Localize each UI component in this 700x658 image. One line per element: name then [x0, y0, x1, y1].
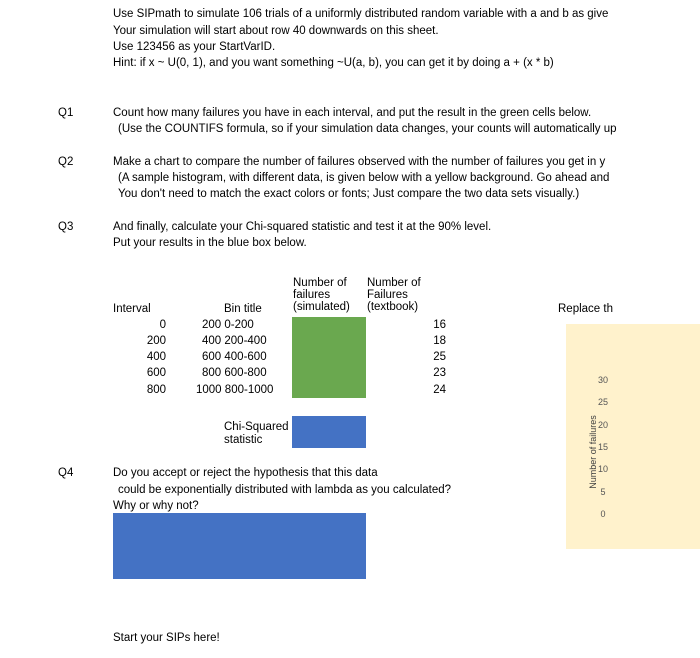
interval-cell[interactable]: 200 — [146, 335, 166, 347]
bin-title-header: Bin title — [224, 303, 262, 315]
textbook-count-cell[interactable]: 18 — [433, 335, 446, 347]
textbook-count-cell[interactable]: 16 — [433, 319, 446, 331]
q2-line-3: You don't need to match the exact colors or fonts; Just compare the two data sets visually.) — [118, 188, 580, 200]
q1-label: Q1 — [58, 107, 74, 119]
intro-line-4: Hint: if x ~ U(0, 1), and you want something ~U(a, b), you can get it by doing a + (x * b) — [113, 57, 554, 69]
bin-upper: 800 — [202, 367, 222, 379]
q2-line-1: Make a chart to compare the number of failures observed with the number of failures you get in y — [113, 156, 606, 168]
textbook-count-cell[interactable]: 25 — [433, 351, 446, 363]
answer-box[interactable] — [113, 513, 366, 579]
interval-cell[interactable]: 400 — [146, 351, 166, 363]
y-tick-label: 30 — [597, 375, 608, 385]
interval-cell[interactable]: 800 — [146, 384, 166, 396]
interval-cell[interactable]: 600 — [146, 367, 166, 379]
chi-squared-cell[interactable] — [292, 416, 366, 448]
bin-title-cell[interactable] — [202, 366, 267, 380]
bin-upper: 1000 — [196, 384, 222, 396]
bin-upper: 400 — [202, 335, 222, 347]
sample-histogram[interactable] — [566, 324, 700, 549]
y-tick-label: 0 — [600, 509, 606, 519]
interval-cell[interactable]: 0 — [159, 319, 166, 331]
y-tick-label: 25 — [597, 397, 608, 408]
q2-label: Q2 — [58, 156, 74, 168]
start-sips-note: Start your SIPs here! — [113, 632, 220, 644]
textbook-header-1: Number of — [367, 277, 421, 289]
bin-range: 800-1000 — [224, 384, 274, 396]
chart-y-axis-label: Number of failures — [588, 415, 598, 489]
q4-line-1: Do you accept or reject the hypothesis that this data — [113, 467, 378, 479]
q1-line-2: (Use the COUNTIFS formula, so if your simulation data changes, your counts will automatically up — [118, 123, 617, 135]
q3-line-2: Put your results in the blue box below. — [113, 237, 307, 249]
side-note: Replace th — [558, 303, 613, 315]
q4-line-3: Why or why not? — [113, 500, 199, 512]
interval-header: Interval — [113, 303, 151, 315]
intro-line-1: Use SIPmath to simulate 106 trials of a uniformly distributed random variable with a and b as give — [113, 8, 609, 20]
textbook-count-cell[interactable]: 24 — [433, 384, 446, 396]
bin-title-cell[interactable] — [202, 350, 267, 364]
bin-upper: 600 — [202, 351, 222, 363]
intro-line-2: Your simulation will start about row 40 downwards on this sheet. — [113, 25, 439, 37]
chi-squared-label-1: Chi-Squared — [224, 421, 289, 433]
bin-title-cell[interactable] — [202, 334, 267, 348]
simulated-header-3: (simulated) — [293, 301, 350, 313]
bin-range: 0-200 — [224, 319, 254, 331]
y-tick-label: 5 — [600, 486, 606, 497]
textbook-count-cell[interactable]: 23 — [433, 367, 446, 379]
textbook-header-2: Failures — [367, 289, 408, 301]
q3-line-1: And finally, calculate your Chi-squared statistic and test it at the 90% level. — [113, 221, 492, 233]
q3-label: Q3 — [58, 221, 74, 233]
simulated-header-2: failures — [293, 289, 331, 301]
bin-range: 600-800 — [224, 367, 267, 379]
bin-range: 200-400 — [224, 335, 267, 347]
intro-line-3: Use 123456 as your StartVarID. — [113, 41, 276, 53]
bin-upper: 200 — [202, 319, 222, 331]
y-tick-label: 20 — [597, 419, 608, 430]
y-tick-label: 10 — [597, 464, 608, 475]
y-tick-label: 15 — [597, 442, 608, 452]
q4-line-2: could be exponentially distributed with lambda as you calculated? — [118, 484, 452, 496]
q2-line-2: (A sample histogram, with different data, is given below with a yellow background. Go ahead and — [118, 172, 610, 184]
q1-line-1: Count how many failures you have in each interval, and put the result in the green cells below. — [113, 107, 592, 119]
simulated-header-1: Number of — [293, 277, 347, 289]
bin-title-cell[interactable] — [196, 383, 273, 397]
chi-squared-label-2: statistic — [224, 434, 263, 446]
q4-label: Q4 — [58, 467, 74, 479]
textbook-header-3: (textbook) — [367, 301, 419, 313]
simulated-counts-cells[interactable] — [292, 317, 366, 398]
bin-title-cell[interactable] — [202, 318, 254, 332]
bin-range: 400-600 — [224, 351, 267, 363]
